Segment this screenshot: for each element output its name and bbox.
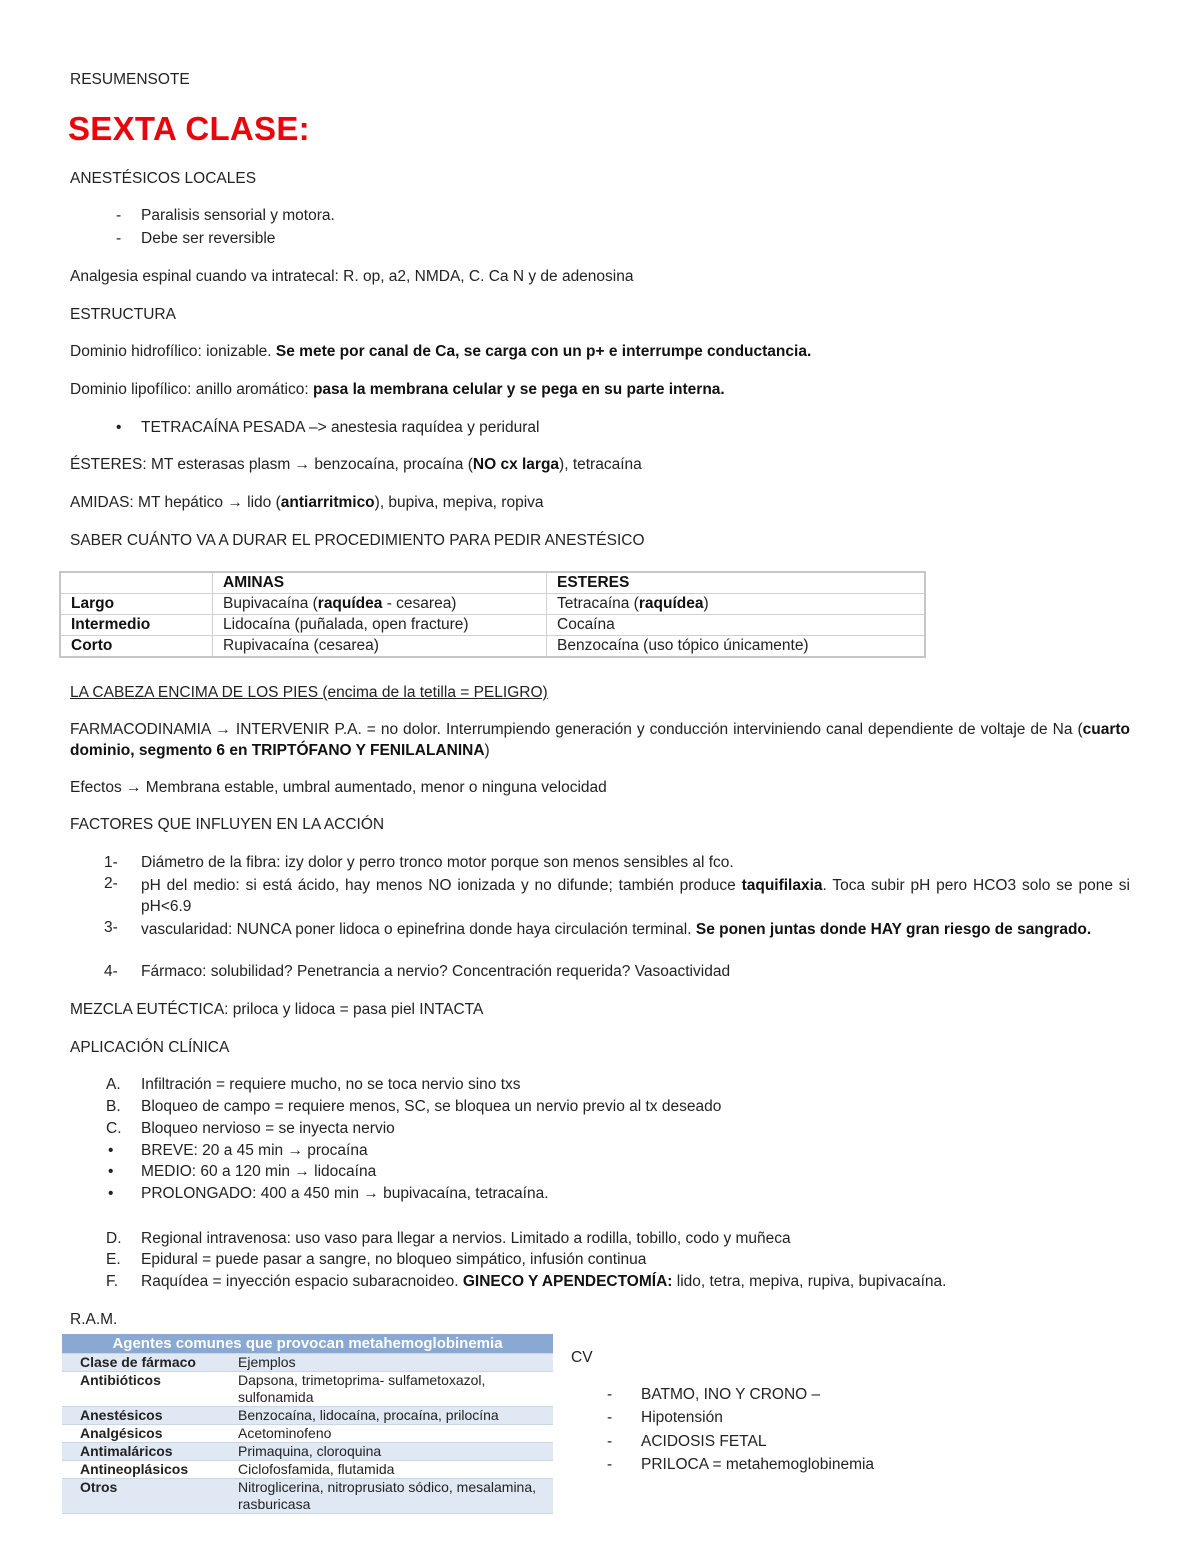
list-item: Diámetro de la fibra: izy dolor y perro tronco motor porque son menos sensibles al fco. [141,854,734,871]
table-cell: Antibióticos [62,1372,220,1407]
list-item: Paralisis sensorial y motora. [141,207,335,224]
table-cell: Benzocaína, lidocaína, procaína, prilocína [220,1407,553,1425]
section-heading-estructura: ESTRUCTURA [70,306,176,323]
table-cell: Rupivacaína (cesarea) [213,636,547,658]
text: ÉSTERES: MT esterasas plasm [70,456,295,473]
bold-text: raquídea [638,595,704,612]
list-item [141,1163,376,1181]
list-item [141,875,1130,917]
table-header-cell: Ejemplos [220,1354,553,1372]
table-cell: Analgésicos [62,1425,220,1443]
list-item: Epidural = puede pasar a sangre, no bloqueo simpático, infusión continua [141,1251,647,1268]
bold-text: raquídea [317,595,383,612]
row-label: Largo [60,594,213,615]
table-cell [547,594,926,615]
arrow-icon: → [227,494,243,511]
text: lido ( [242,494,281,511]
list-item: TETRACAÍNA PESADA –> anestesia raquídea y peridural [141,419,540,436]
table-row [60,636,925,658]
list-dash: - [116,230,122,247]
bold-text: pasa la membrana celular y se pega en su parte interna. [312,381,725,398]
table-cell: Acetominofeno [220,1425,553,1443]
table-header-cell: ESTERES [547,572,926,594]
table-cell: Ciclofosfamida, flutamida [220,1461,553,1479]
list-item: PRILOCA = metahemoglobinemia [641,1456,875,1473]
duration-table [59,571,926,658]
list-dash: - [607,1433,613,1450]
list-item: Bloqueo de campo = requiere menos, SC, se bloquea un nervio previo al tx deseado [141,1098,722,1115]
paragraph-analgesia: Analgesia espinal cuando va intratecal: R. op, a2, NMDA, C. Ca N y de adenosina [70,268,634,285]
section-heading-anestesicos: ANESTÉSICOS LOCALES [70,170,257,187]
section-heading-cv: CV [571,1349,593,1366]
list-letter: D. [106,1230,122,1247]
bold-text: cuarto dominio, segmento 6 en TRIPTÓFANO Y FENILALANINA [70,721,1131,759]
table-row [62,1461,553,1479]
list-item [141,1273,946,1291]
text: ) [703,595,709,612]
list-dash: - [607,1409,613,1426]
arrow-icon: → [294,1163,310,1180]
text: bupivacaína, tetracaína. [378,1185,549,1202]
paragraph-mezcla: MEZCLA EUTÉCTICA: priloca y lidoca = pasa piel INTACTA [70,1001,484,1018]
table-cell: Otros [62,1479,220,1514]
text: Raquídea = inyección espacio subaracnoideo. [141,1273,463,1290]
bold-text: GINECO Y APENDECTOMÍA: [462,1273,673,1290]
bold-text: taquifilaxia [741,877,823,894]
row-label: Intermedio [60,615,213,636]
table-row [62,1372,553,1407]
list-letter: E. [106,1251,121,1268]
table-row [62,1479,553,1514]
table-header-cell [60,572,213,594]
list-dash: - [116,207,122,224]
table-row [60,594,925,615]
arrow-icon: → [287,1142,303,1159]
list-item: Hipotensión [641,1409,723,1426]
list-letter: C. [106,1120,122,1137]
arrow-icon: → [294,456,311,473]
list-item: BATMO, INO Y CRONO – [641,1386,821,1403]
table-row [60,615,925,636]
table-cell: Dapsona, trimetoprima- sulfametoxazol, sulfonamida [220,1372,553,1407]
list-item: Fármaco: solubilidad? Penetrancia a nervio? Concentración requerida? Vasoactividad [141,963,731,980]
list-letter: F. [106,1273,119,1290]
list-number: 1- [104,854,118,871]
text: ) [484,742,490,759]
text: Dominio hidrofílico: ionizable. [70,343,276,360]
table-row [62,1443,553,1461]
bullet-icon: • [108,1142,114,1159]
bold-text: Se mete por canal de Ca, se carga con un p+ e interrumpe conductancia. [275,343,812,360]
row-label: Corto [60,636,213,658]
table-cell: Cocaína [547,615,926,636]
text: Tetracaína ( [557,595,639,612]
text: lido, tetra, mepiva, rupiva, bupivacaína. [672,1273,947,1290]
section-heading-aplicacion: APLICACIÓN CLÍNICA [70,1039,230,1056]
table-header-row [62,1354,553,1372]
text: Efectos [70,779,126,796]
paragraph-farmacodinamia [70,719,1130,761]
section-heading-ram: R.A.M. [70,1311,118,1328]
text: ), bupiva, mepiva, ropiva [374,494,544,511]
text: BREVE: 20 a 45 min [141,1142,288,1159]
arrow-icon: → [126,779,142,796]
bullet-icon: • [116,419,122,436]
text: vascularidad: NUNCA poner lidoca o epinefrina donde haya circulación terminal. [141,921,696,938]
text: Membrana estable, umbral aumentado, menor o ninguna velocidad [141,779,607,796]
list-item: Regional intravenosa: uso vaso para llegar a nervios. Limitado a rodilla, tobillo, codo y muñeca [141,1230,791,1247]
text: AMIDAS: MT hepático [70,494,228,511]
text: - cesarea) [382,595,457,612]
table-caption: Agentes comunes que provocan metahemoglobinemia [62,1334,553,1354]
table-caption-row [62,1334,553,1354]
text: FARMACODINAMIA [70,721,216,738]
text: INTERVENIR P.A. = no dolor. Interrumpiendo generación y conducción interviniendo canal dependiente de voltaje de Na ( [230,721,1083,738]
list-letter: A. [106,1076,121,1093]
text: Bupivacaína ( [223,595,318,612]
paragraph-amidas [70,494,544,512]
text: . Toca subir pH pero HCO3 solo se pone si pH<6.9 [141,877,1130,915]
table-header-row [60,572,925,594]
paragraph-hidrofilico [70,343,811,361]
bullet-icon: • [108,1185,114,1202]
paragraph-saber: SABER CUÁNTO VA A DURAR EL PROCEDIMIENTO PARA PEDIR ANESTÉSICO [70,532,645,549]
table-row [62,1425,553,1443]
list-item [141,1142,368,1160]
table-cell: Nitroglicerina, nitroprusiato sódico, mesalamina, rasburicasa [220,1479,553,1514]
list-item: Infiltración = requiere mucho, no se toca nervio sino txs [141,1076,521,1093]
table-cell: Anestésicos [62,1407,220,1425]
table-cell: Antineoplásicos [62,1461,220,1479]
list-item: Debe ser reversible [141,230,276,247]
table-cell: Benzocaína (uso tópico únicamente) [547,636,926,658]
list-item: Bloqueo nervioso = se inyecta nervio [141,1120,395,1137]
list-item: ACIDOSIS FETAL [641,1433,767,1450]
metahemoglobinemia-table [62,1334,553,1514]
paragraph-cabeza: LA CABEZA ENCIMA DE LOS PIES (encima de la tetilla = PELIGRO) [70,684,548,701]
list-number: 4- [104,963,118,980]
list-number: 3- [104,919,118,936]
text: PROLONGADO: 400 a 450 min [141,1185,364,1202]
table-cell: Primaquina, cloroquina [220,1443,553,1461]
section-heading-factores: FACTORES QUE INFLUYEN EN LA ACCIÓN [70,816,385,833]
text: procaína [302,1142,368,1159]
text: MEDIO: 60 a 120 min [141,1163,295,1180]
list-letter: B. [106,1098,121,1115]
list-number: 2- [104,875,118,892]
list-item [141,919,1130,940]
paragraph-lipofilico [70,381,725,399]
text: benzocaína, procaína ( [310,456,473,473]
bullet-icon: • [108,1163,114,1180]
table-cell [213,594,547,615]
paragraph-esteres [70,456,642,474]
paragraph-efectos [70,779,607,797]
table-header-cell: Clase de fármaco [62,1354,220,1372]
list-item [141,1185,549,1203]
document-header: RESUMENSOTE [70,71,190,88]
page-title: SEXTA CLASE: [68,110,310,147]
table-row [62,1407,553,1425]
text: Dominio lipofílico: anillo aromático: [70,381,313,398]
bold-text: antiarritmico [280,494,375,511]
arrow-icon: → [215,721,231,738]
table-header-cell: AMINAS [213,572,547,594]
text: lidocaína [309,1163,377,1180]
list-dash: - [607,1456,613,1473]
bold-text: NO cx larga [472,456,560,473]
list-dash: - [607,1386,613,1403]
table-cell: Lidocaína (puñalada, open fracture) [213,615,547,636]
arrow-icon: → [363,1185,379,1202]
text: pH del medio: si está ácido, hay menos NO ionizada y no difunde; también produce [141,877,742,894]
text: ), tetracaína [559,456,642,473]
table-cell: Antimaláricos [62,1443,220,1461]
bold-text: Se ponen juntas donde HAY gran riesgo de sangrado. [695,921,1092,938]
